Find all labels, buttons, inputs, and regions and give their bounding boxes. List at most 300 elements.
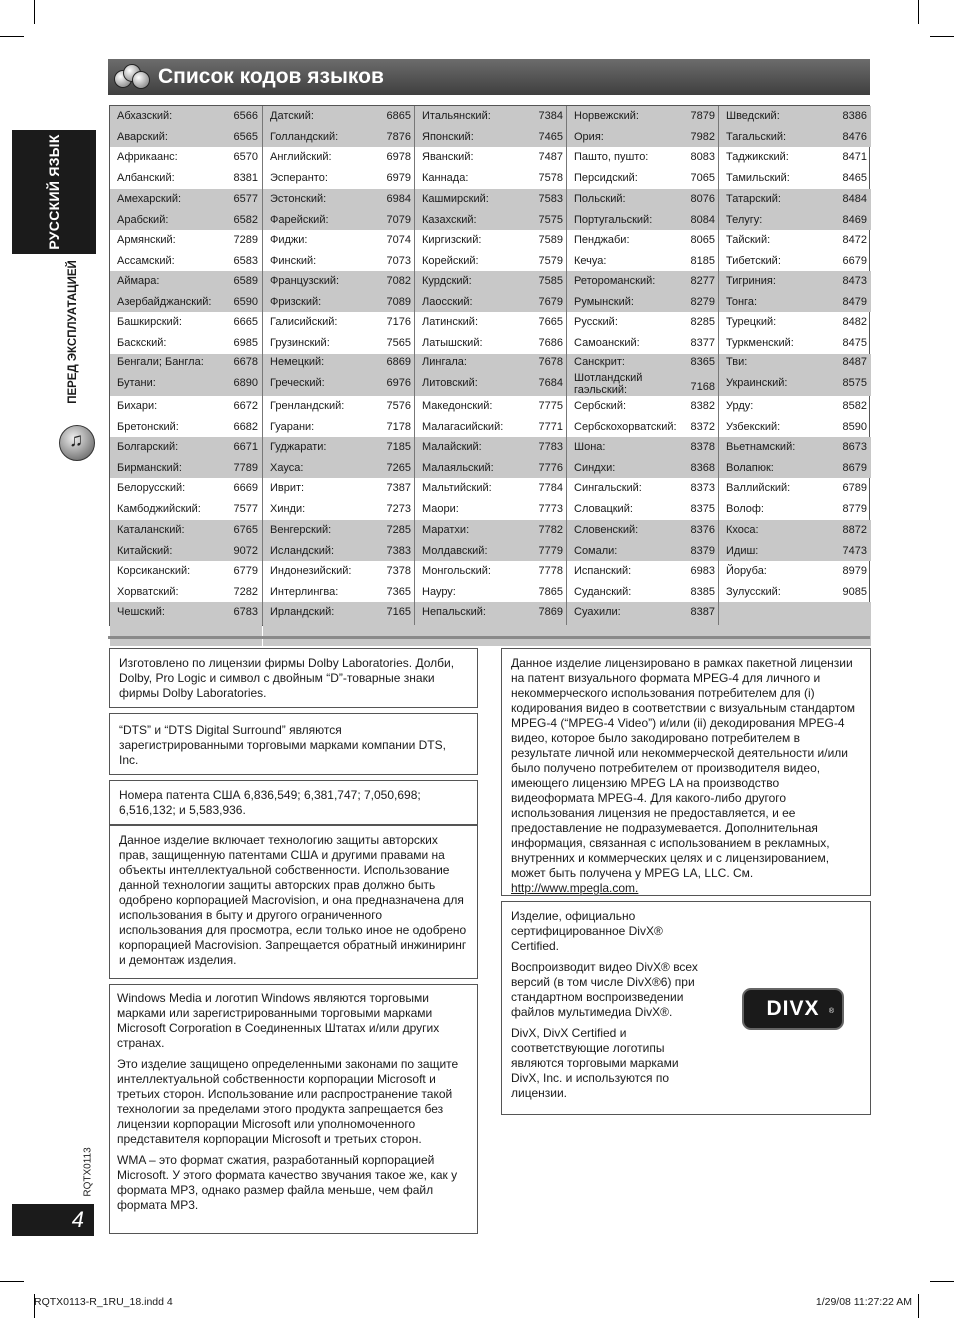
language-entry bbox=[110, 333, 262, 354]
language-entry bbox=[567, 230, 719, 250]
language-entry bbox=[263, 417, 415, 437]
language-code: 7771 bbox=[538, 420, 563, 433]
language-code: 6783 bbox=[233, 605, 258, 618]
language-code: 7678 bbox=[538, 356, 563, 368]
language-code: 8365 bbox=[690, 356, 715, 368]
language-name: Ассамский: bbox=[117, 254, 175, 267]
language-entry bbox=[263, 478, 415, 499]
language-entry bbox=[263, 292, 415, 312]
language-name: Африкаанс: bbox=[117, 151, 178, 163]
crop-mark bbox=[34, 0, 35, 24]
language-code: 6890 bbox=[233, 377, 258, 389]
language-code: 8065 bbox=[690, 233, 715, 246]
language-name: Польский: bbox=[574, 192, 626, 205]
language-name: Фризский: bbox=[270, 295, 322, 308]
language-entry bbox=[567, 292, 719, 312]
language-entry bbox=[263, 582, 415, 602]
language-code: 8673 bbox=[842, 440, 867, 453]
language-entry bbox=[415, 312, 567, 333]
language-name: Волоф: bbox=[726, 503, 764, 515]
language-entry bbox=[567, 106, 719, 126]
language-entry bbox=[110, 147, 262, 168]
language-name: Гуджарати: bbox=[270, 440, 327, 453]
language-entry bbox=[415, 106, 567, 126]
language-code: 6789 bbox=[842, 482, 867, 494]
language-name: Грузинский: bbox=[270, 337, 330, 349]
language-name: Хауса: bbox=[270, 461, 304, 474]
language-name: Чешский: bbox=[117, 605, 165, 618]
language-entry bbox=[110, 251, 262, 271]
language-code: 7473 bbox=[842, 544, 867, 557]
language-entry bbox=[263, 520, 415, 540]
divx-logo: DIVX ® bbox=[742, 988, 844, 1030]
language-code: 8076 bbox=[690, 192, 715, 205]
language-code: 7575 bbox=[538, 213, 563, 226]
windows-media-text-3: WMA – это формат сжатия, разработанный корпорацией Microsoft. У этого формата качество звучания такое же, как у формата MP3, однако размер файла меньше, чем файл формата MP3. bbox=[117, 1153, 458, 1212]
language-name: Синдхи: bbox=[574, 461, 616, 474]
language-code: 7585 bbox=[538, 274, 563, 287]
language-entry bbox=[415, 292, 567, 312]
language-name: Каталанский: bbox=[117, 523, 185, 536]
language-code: 7865 bbox=[538, 585, 563, 598]
language-name: Суданский: bbox=[574, 585, 632, 598]
language-name: Бутани: bbox=[117, 377, 156, 389]
language-code: 8375 bbox=[690, 503, 715, 515]
language-code: 7576 bbox=[386, 399, 411, 412]
language-name: Кхоса: bbox=[726, 523, 759, 536]
language-code: 9072 bbox=[233, 544, 258, 557]
language-entry bbox=[567, 271, 719, 291]
language-name: Корсиканский: bbox=[117, 564, 191, 577]
language-entry bbox=[415, 541, 567, 561]
language-code: 7465 bbox=[538, 130, 563, 143]
language-entry bbox=[567, 541, 719, 561]
language-name: Самоанский: bbox=[574, 337, 640, 349]
language-name: Телугу: bbox=[726, 213, 763, 226]
language-code: 7185 bbox=[386, 440, 411, 453]
crop-mark bbox=[930, 36, 954, 37]
language-entry bbox=[110, 230, 262, 250]
language-entry bbox=[567, 333, 719, 354]
language-entry bbox=[110, 396, 262, 416]
language-name: Сомали: bbox=[574, 544, 618, 557]
language-name: Аварский: bbox=[117, 130, 168, 143]
crop-mark bbox=[0, 1281, 24, 1282]
language-name: Малаяльский: bbox=[422, 461, 494, 474]
patent-notice bbox=[109, 780, 478, 825]
windows-media-text-1: Windows Media и логотип Windows являются торговыми марками или зарегистрированными торговыми марками Microsoft Corporation в Соединенных Штатах и/или других странах. bbox=[117, 991, 440, 1050]
language-entry bbox=[110, 602, 262, 622]
language-entry bbox=[263, 251, 415, 271]
language-name: Монгольский: bbox=[422, 564, 491, 577]
crop-mark bbox=[930, 1281, 954, 1282]
language-code: 7789 bbox=[233, 461, 258, 474]
language-entry bbox=[263, 271, 415, 291]
language-name: Волапюк: bbox=[726, 461, 774, 474]
language-name: Молдавский: bbox=[422, 544, 488, 557]
language-entry bbox=[415, 520, 567, 540]
language-name: Таджикский: bbox=[726, 151, 789, 163]
language-entry bbox=[567, 354, 719, 371]
mpegla-link[interactable]: http://www.mpegla.com. bbox=[511, 881, 639, 895]
language-code: 6590 bbox=[233, 295, 258, 308]
language-name: Идиш: bbox=[726, 544, 759, 557]
language-name: Курдский: bbox=[422, 274, 472, 287]
language-entry bbox=[567, 499, 719, 520]
language-name: Тонга: bbox=[726, 295, 757, 308]
footer-file: RQTX0113-R_1RU_18.indd 4 bbox=[34, 1296, 173, 1308]
patent-text: Номера патента США 6,836,549; 6,381,747; 7,050,698; 6,516,132; и 5,583,936. bbox=[119, 788, 421, 817]
language-code: 6765 bbox=[233, 523, 258, 536]
language-entry bbox=[719, 292, 871, 312]
language-code: 8381 bbox=[233, 172, 258, 184]
language-code: 8377 bbox=[690, 337, 715, 349]
language-entry bbox=[567, 147, 719, 168]
language-code: 7876 bbox=[386, 130, 411, 143]
language-code: 6682 bbox=[233, 420, 258, 433]
language-code: 7273 bbox=[386, 503, 411, 515]
language-code: 6669 bbox=[233, 482, 258, 494]
language-entry bbox=[110, 561, 262, 581]
divx-logo-text: DIVX bbox=[766, 997, 820, 1020]
language-code: 7079 bbox=[386, 213, 411, 226]
language-name: Албанский: bbox=[117, 172, 175, 184]
language-code: 7869 bbox=[538, 605, 563, 618]
mpeg4-paragraph bbox=[511, 656, 861, 896]
language-code: 6869 bbox=[386, 356, 411, 368]
language-name: Тигриния: bbox=[726, 274, 776, 287]
language-entry bbox=[263, 333, 415, 354]
language-name: Арабский: bbox=[117, 213, 169, 226]
language-name: Словенский: bbox=[574, 523, 639, 536]
language-entry bbox=[415, 271, 567, 291]
language-name: Галисийский: bbox=[270, 316, 338, 328]
language-entry bbox=[263, 168, 415, 189]
language-name: Итальянский: bbox=[422, 109, 491, 122]
language-entry bbox=[415, 333, 567, 354]
language-code: 8368 bbox=[690, 461, 715, 474]
language-code: 8185 bbox=[690, 254, 715, 267]
language-name: Бретонский: bbox=[117, 420, 179, 433]
language-code: 6565 bbox=[233, 130, 258, 143]
language-name: Маратхи: bbox=[422, 523, 470, 536]
language-entry bbox=[567, 520, 719, 540]
language-name: Фарейский: bbox=[270, 213, 329, 226]
language-code: 8590 bbox=[842, 420, 867, 433]
language-name: Датский: bbox=[270, 109, 314, 122]
language-code: 8084 bbox=[690, 213, 715, 226]
language-name: Корейский: bbox=[422, 254, 479, 267]
language-name: Хорватский: bbox=[117, 585, 179, 598]
language-code: 6570 bbox=[233, 151, 258, 163]
language-entry bbox=[110, 292, 262, 312]
language-name: Немецкий: bbox=[270, 356, 325, 368]
language-code: 6976 bbox=[386, 377, 411, 389]
language-column bbox=[262, 106, 415, 625]
language-code: 8285 bbox=[690, 316, 715, 328]
language-entry bbox=[567, 168, 719, 189]
language-entry bbox=[110, 210, 262, 230]
language-name: Санскрит: bbox=[574, 356, 625, 368]
language-name: Маори: bbox=[422, 503, 459, 515]
language-entry bbox=[263, 541, 415, 561]
language-code: 8475 bbox=[842, 337, 867, 349]
language-name: Киргизский: bbox=[422, 233, 482, 246]
language-entry bbox=[415, 127, 567, 147]
language-entry bbox=[415, 168, 567, 189]
language-entry bbox=[110, 417, 262, 437]
language-name: Исландский: bbox=[270, 544, 335, 557]
language-entry bbox=[567, 396, 719, 416]
language-code: 7073 bbox=[386, 254, 411, 267]
language-entry bbox=[719, 520, 871, 540]
language-name: Башкирский: bbox=[117, 316, 182, 328]
language-name: Японский: bbox=[422, 130, 474, 143]
language-name: Интерлингва: bbox=[270, 585, 339, 598]
language-entry bbox=[415, 230, 567, 250]
language-code: 7378 bbox=[386, 564, 411, 577]
language-entry bbox=[719, 271, 871, 291]
language-name: Венгерский: bbox=[270, 523, 332, 536]
language-code: 8872 bbox=[842, 523, 867, 536]
language-entry bbox=[110, 127, 262, 147]
language-entry bbox=[110, 106, 262, 126]
language-name: Французский: bbox=[270, 274, 340, 287]
language-name: Амехарский: bbox=[117, 192, 182, 205]
language-code: 8083 bbox=[690, 151, 715, 163]
language-name: Иврит: bbox=[270, 482, 305, 494]
doc-code: RQTX0113 bbox=[82, 1147, 94, 1197]
language-entry bbox=[263, 127, 415, 147]
language-code: 8378 bbox=[690, 440, 715, 453]
language-name: Узбекский: bbox=[726, 420, 781, 433]
language-name: Пашто, пушто: bbox=[574, 151, 649, 163]
language-code: 6566 bbox=[233, 109, 258, 122]
language-code-table bbox=[109, 105, 870, 626]
language-entry bbox=[263, 189, 415, 209]
language-code: 7089 bbox=[386, 295, 411, 308]
language-entry bbox=[567, 582, 719, 602]
language-name: Литовский: bbox=[422, 377, 478, 389]
footer-date: 1/29/08 11:27:22 AM bbox=[815, 1296, 912, 1308]
language-code: 7074 bbox=[386, 233, 411, 246]
language-name: Армянский: bbox=[117, 233, 176, 246]
language-code: 7178 bbox=[386, 420, 411, 433]
language-code: 7265 bbox=[386, 461, 411, 474]
language-code: 8469 bbox=[842, 213, 867, 226]
language-code: 8482 bbox=[842, 316, 867, 328]
language-code: 6979 bbox=[386, 172, 411, 184]
language-column bbox=[414, 106, 567, 625]
language-name: Науру: bbox=[422, 585, 456, 598]
language-name: Камбоджийский: bbox=[117, 503, 201, 515]
language-code: 8979 bbox=[842, 564, 867, 577]
language-code: 6678 bbox=[233, 356, 258, 368]
language-entry bbox=[719, 312, 871, 333]
language-entry bbox=[567, 210, 719, 230]
language-entry bbox=[263, 561, 415, 581]
language-code: 7778 bbox=[538, 564, 563, 577]
language-entry bbox=[415, 602, 567, 622]
language-code: 7775 bbox=[538, 399, 563, 412]
language-entry bbox=[415, 210, 567, 230]
language-entry bbox=[719, 127, 871, 147]
language-entry bbox=[567, 602, 719, 622]
language-code: 8376 bbox=[690, 523, 715, 536]
language-entry bbox=[263, 499, 415, 520]
language-name: Кашмирский: bbox=[422, 192, 489, 205]
language-code: 7578 bbox=[538, 172, 563, 184]
language-code: 7879 bbox=[690, 109, 715, 122]
language-entry bbox=[263, 312, 415, 333]
language-code: 8385 bbox=[690, 585, 715, 598]
language-name: Эсперанто: bbox=[270, 172, 328, 184]
language-entry bbox=[415, 251, 567, 271]
mpeg4-notice bbox=[501, 648, 871, 896]
language-entry bbox=[263, 458, 415, 478]
language-name: Суахили: bbox=[574, 605, 621, 618]
language-name: Испанский: bbox=[574, 564, 632, 577]
language-code: 8382 bbox=[690, 399, 715, 412]
language-name: Малагасийский: bbox=[422, 420, 504, 433]
language-entry bbox=[719, 333, 871, 354]
language-entry bbox=[415, 478, 567, 499]
language-entry bbox=[415, 396, 567, 416]
divx-text-3: DivX, DivX Certified и соответствующие логотипы являются торговыми марками DivX, Inc. и используются по лицензии. bbox=[511, 1026, 679, 1100]
language-code: 7082 bbox=[386, 274, 411, 287]
language-code: 7387 bbox=[386, 482, 411, 494]
macrovision-text: Данное изделие включает технологию защиты авторских прав, защищенную патентами США и другими правами на объекты интеллектуальной собственности. Использование данной технологии защиты авторских прав должно быть одобрено корпорацией Macrovision, и она предназначена для использования в быту и другого ограниченного использования для просмотра, если только иное не одобрено корпорацией Macrovision. Запрещается обратный инжиниринг и демонтаж изделия. bbox=[119, 833, 467, 967]
language-name: Македонский: bbox=[422, 399, 493, 412]
language-entry bbox=[719, 478, 871, 499]
language-code: 7365 bbox=[386, 585, 411, 598]
language-entry bbox=[415, 437, 567, 457]
page-number: 4 bbox=[12, 1204, 94, 1236]
language-code: 7176 bbox=[386, 316, 411, 328]
language-entry bbox=[719, 396, 871, 416]
language-name: Казахский: bbox=[422, 213, 477, 226]
language-entry bbox=[719, 582, 871, 602]
language-name: Шотландский гаэльский: bbox=[574, 371, 643, 396]
language-column bbox=[566, 106, 719, 625]
language-name: Малайский: bbox=[422, 440, 482, 453]
language-code: 7383 bbox=[386, 544, 411, 557]
language-name: Болгарский: bbox=[117, 440, 179, 453]
language-entry bbox=[110, 478, 262, 499]
language-code: 8472 bbox=[842, 233, 867, 246]
divx-text-1: Изделие, официально сертифицированное DivX® Certified. bbox=[511, 909, 663, 953]
language-name: Португальский: bbox=[574, 213, 653, 226]
language-name: Гренландский: bbox=[270, 399, 345, 412]
language-code: 8379 bbox=[690, 544, 715, 557]
language-name: Тибетский: bbox=[726, 254, 781, 267]
language-code: 7165 bbox=[386, 605, 411, 618]
language-entry bbox=[263, 396, 415, 416]
language-entry bbox=[719, 230, 871, 250]
language-entry bbox=[415, 582, 567, 602]
language-name: Яванский: bbox=[422, 151, 474, 163]
language-name: Мальтийский: bbox=[422, 482, 492, 494]
language-name: Татарский: bbox=[726, 192, 781, 205]
language-code: 7679 bbox=[538, 295, 563, 308]
music-note-icon bbox=[59, 425, 95, 461]
language-entry bbox=[110, 312, 262, 333]
language-name: Тагальский: bbox=[726, 130, 787, 143]
language-name: Турецкий: bbox=[726, 316, 777, 328]
language-name: Тамильский: bbox=[726, 172, 790, 184]
language-entry bbox=[263, 437, 415, 457]
language-entry bbox=[719, 354, 871, 371]
language-code: 6983 bbox=[690, 564, 715, 577]
language-name: Урду: bbox=[726, 399, 754, 412]
language-entry bbox=[110, 371, 262, 396]
language-entry bbox=[719, 561, 871, 581]
language-name: Тви: bbox=[726, 356, 748, 368]
language-name: Баскский: bbox=[117, 337, 167, 349]
language-entry bbox=[719, 541, 871, 561]
language-entry bbox=[110, 541, 262, 561]
language-code: 6978 bbox=[386, 151, 411, 163]
language-code: 6583 bbox=[233, 254, 258, 267]
language-name: Ретороманский: bbox=[574, 274, 656, 287]
language-name: Латинский: bbox=[422, 316, 479, 328]
section-label: ПЕРЕД ЭКСПЛУАТАЦИЕЙ bbox=[67, 260, 79, 404]
language-entry bbox=[110, 437, 262, 457]
language-name: Латышский: bbox=[422, 337, 483, 349]
language-code: 8372 bbox=[690, 420, 715, 433]
language-code: 6984 bbox=[386, 192, 411, 205]
language-name: Шона: bbox=[574, 440, 606, 453]
language-entry bbox=[415, 499, 567, 520]
dts-notice bbox=[109, 713, 478, 775]
title-bar bbox=[108, 59, 870, 95]
language-name: Аймара: bbox=[117, 274, 160, 287]
page-title: Список кодов языков bbox=[158, 65, 384, 88]
language-entry bbox=[719, 189, 871, 209]
language-code: 8277 bbox=[690, 274, 715, 287]
dolby-text: Изготовлено по лицензии фирмы Dolby Laboratories. Долби, Dolby, Pro Logic и символ с двойным “D”-товарные знаки фирмы Dolby Laboratories. bbox=[119, 656, 455, 700]
crop-mark bbox=[0, 36, 24, 37]
language-entry bbox=[567, 189, 719, 209]
language-tab bbox=[12, 130, 96, 254]
language-name: Сингальский: bbox=[574, 482, 642, 494]
language-name: Русский: bbox=[574, 316, 618, 328]
language-column bbox=[718, 106, 871, 625]
crop-mark bbox=[918, 1294, 919, 1318]
language-code: 8386 bbox=[842, 109, 867, 122]
discs-icon bbox=[114, 64, 154, 90]
language-entry bbox=[415, 417, 567, 437]
language-code: 7285 bbox=[386, 523, 411, 536]
dts-text: “DTS” и “DTS Digital Surround” являются зарегистрированными торговыми марками компании DTS, Inc. bbox=[119, 723, 446, 767]
language-code: 7384 bbox=[538, 109, 563, 122]
language-code: 6865 bbox=[386, 109, 411, 122]
language-name: Валлийский: bbox=[726, 482, 791, 494]
divx-text-2: Воспроизводит видео DivX® всех версий (в том числе DivX®6) при стандартном воспроизведении файлов мультимедиа DivX®. bbox=[511, 960, 698, 1019]
language-name: Пенджаби: bbox=[574, 233, 630, 246]
row-group-band bbox=[719, 602, 871, 646]
language-code: 7565 bbox=[386, 337, 411, 349]
language-code: 8779 bbox=[842, 503, 867, 515]
language-entry bbox=[263, 106, 415, 126]
mpeg4-text: Данное изделие лицензировано в рамках пакетной лицензии на патент визуального формата MPEG-4 для личного и некоммерческого использования потребителем для (i) кодирования видео в соответствии с визуальным стандартом MPEG-4 (“MPEG-4 Video”) и/или (ii) декодирования MPEG-4 видео, которое было закодировано потребителем в результате личной или некоммерческой деятельности и/или было получено потребителем от производителя видео, имеющего лицензию MPEG LA на производство видеоформата MPEG-4. Для какого-либо другого использования лицензия не предоставляется, и ее предоставление не подразумевается. Дополнительная информация, связанная с использованием в рекламных, внутренних и коммерческих целях и с лицензированием, может быть получена у MPEG LA, LLC. См. bbox=[511, 656, 856, 880]
language-entry bbox=[719, 147, 871, 168]
language-entry bbox=[415, 371, 567, 396]
language-code: 7782 bbox=[538, 523, 563, 536]
language-entry bbox=[110, 271, 262, 291]
language-code: 7589 bbox=[538, 233, 563, 246]
language-entry bbox=[719, 437, 871, 457]
